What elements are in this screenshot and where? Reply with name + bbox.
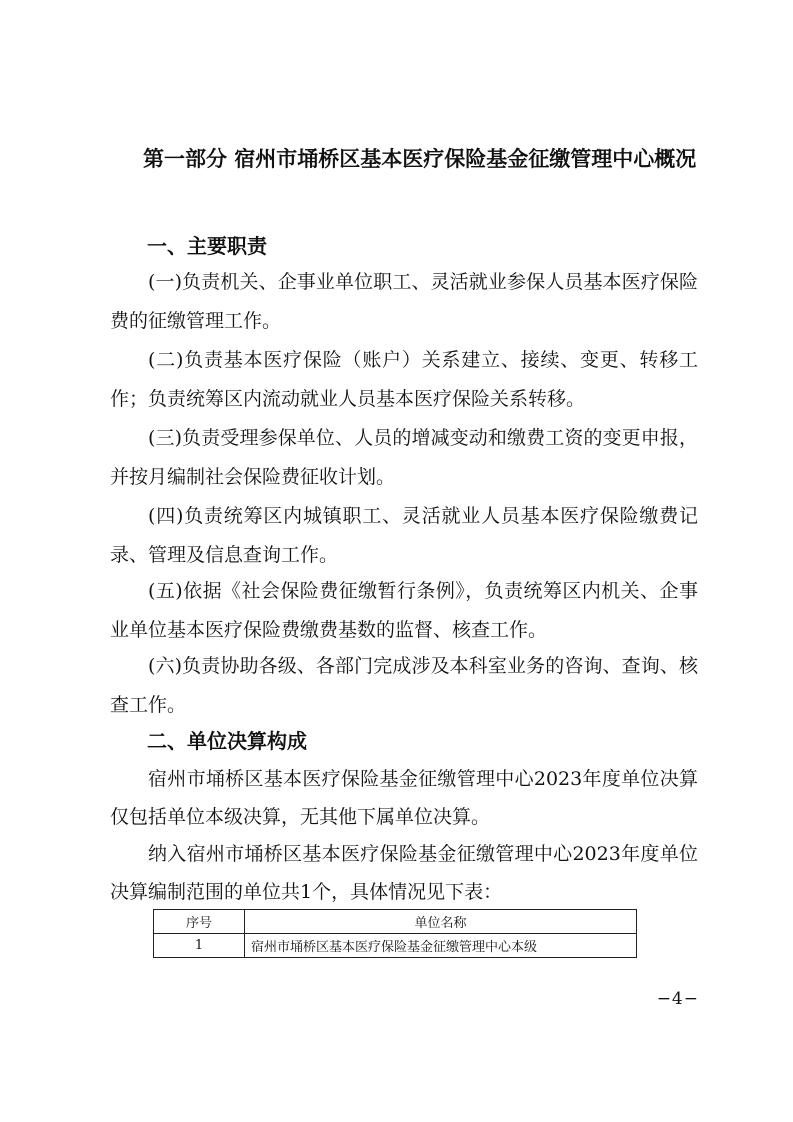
duty-item-1: (一)负责机关、企事业单位职工、灵活就业参保人员基本医疗保险费的征缴管理工作。 [110, 271, 698, 332]
units-table [153, 909, 637, 958]
section-heading-composition: 二、单位决算构成 [147, 729, 307, 753]
table-cell-seq: 1 [154, 934, 245, 958]
duty-item-5: (五)依据《社会保险费征缴暂行条例》，负责统筹区内机关、企事业单位基本医疗保险费缴费基数的监督、核查工作。 [110, 580, 698, 641]
section-heading-duties: 一、主要职责 [147, 234, 267, 258]
duty-item-3: (三)负责受理参保单位、人员的增减变动和缴费工资的变更申报，并按月编制社会保险费征收计划。 [110, 427, 698, 488]
page-number: −4− [656, 989, 699, 1009]
duty-item-2: (二)负责基本医疗保险（账户）关系建立、接续、变更、转移工作；负责统筹区内流动就业人员基本医疗保险关系转移。 [110, 349, 698, 410]
table-row [154, 934, 637, 958]
table-cell-unit-name: 宿州市埇桥区基本医疗保险基金征缴管理中心本级 [245, 934, 637, 958]
duty-item-4: (四)负责统筹区内城镇职工、灵活就业人员基本医疗保险缴费记录、管理及信息查询工作。 [110, 505, 698, 566]
duty-item-6: (六)负责协助各级、各部门完成涉及本科室业务的咨询、查询、核查工作。 [110, 655, 698, 716]
composition-paragraph-2: 纳入宿州市埇桥区基本医疗保险基金征缴管理中心2023年度单位决算编制范围的单位共1个，具体情况见下表： [110, 843, 698, 903]
table-header-unit-name: 单位名称 [245, 910, 637, 934]
table-header-seq: 序号 [154, 910, 245, 934]
page-heading: 第一部分 宿州市埇桥区基本医疗保险基金征缴管理中心概况 [143, 147, 697, 171]
composition-paragraph-1: 宿州市埇桥区基本医疗保险基金征缴管理中心2023年度单位决算仅包括单位本级决算，无其他下属单位决算。 [110, 768, 698, 828]
table-header-row [154, 910, 637, 934]
